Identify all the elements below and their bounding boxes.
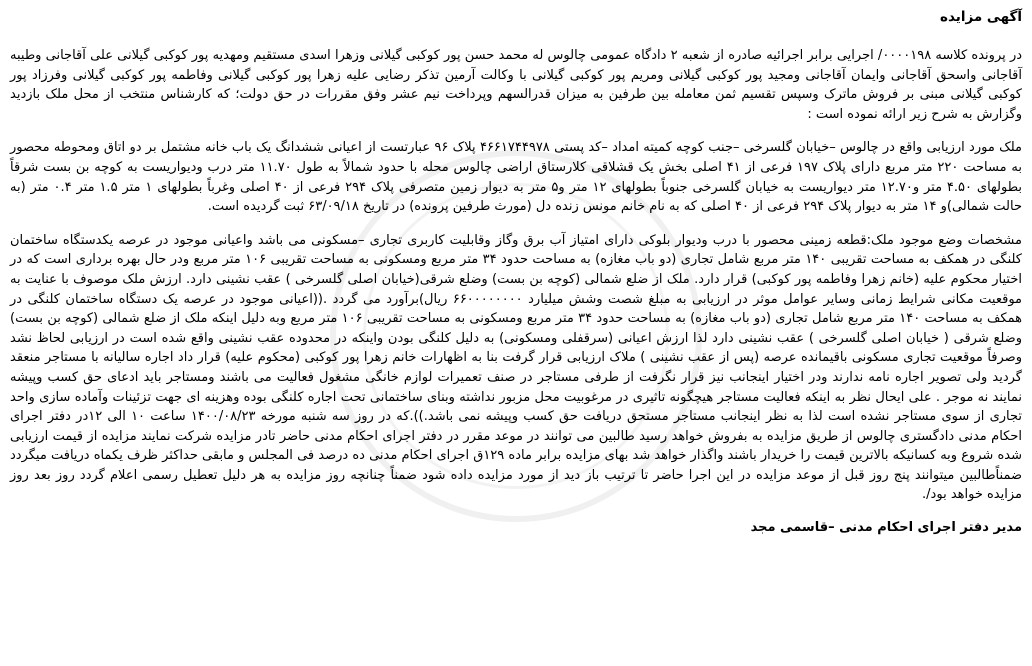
property-description-paragraph: ملک مورد ارزیابی واقع در چالوس –خیابان گلسرخی –جنب کوچه کمیته امداد –کد پستی ۴۶۶۱۷۴۴۹۷۸ پلاک ۹۶ عبارتست از اعیانی ششدانگ یک باب خانه مشتمل بر دو اتاق ومحوطه محصور به مساحت ۲۲۰ متر مربع دارای پلاک ۱۹۷ فرعی از ۴۱ اصلی بخش یک قشلاقی کلارستاق اراضی چالوس محله با حدود شمالاً به طول ۱۱.۷۰ متر درب ودیواریست به کوچه بن بست شرقاً بطولهای ۴.۵۰ متر و۱۲.۷۰ متر دیواریست به خیابان گلسرخی جنوباً بطولهای ۱۲ متر و۵ متر به دیوار زمین متصرفی پلاک ۲۹۴ فرعی از ۴۰ اصلی وغرباً بطولهای ۱ متر ۱.۵ متر ۰.۴ متر (به حالت شمالی)و ۱۴ متر به دیوار پلاک ۲۹۴ فرعی از ۴۰ اصلی که به نام خانم مونس زنده دل (مورث طرفین پرونده) در تاریخ ۶۳/۰۹/۱۸ ثبت گردیده است. [10, 140, 1022, 215]
property-status-paragraph: مشخصات وضع موجود ملک:قطعه زمینی محصور با درب ودیوار بلوکی دارای امتیاز آب برق وگاز وقابلیت کاربری تجاری –مسکونی می باشد واعیانی موجود در عرصه یکدستگاه ساختمان کلنگی در همکف به مساحت تقریبی ۱۴۰ متر مربع شامل تجاری (دو باب مغازه) به مساحت حدود ۳۴ متر مربع ومسکونی به مساحت تقریبی ۱۰۶ متر مربع ودر حال بهره برداری است که در اختیار محکوم علیه (خانم زهرا وفاطمه پور کوکبی) قرار دارد. ملک از ضلع شمالی (کوچه بن بست) وضلع شرقی(خیابان اصلی گلسرخی ) عقب نشینی دارد. ارزش ملک موصوف با عنایت به موقعیت مکانی شرایط زمانی وسایر عوامل موثر در ارزیابی به مبلغ شصت وشش میلیارد ۶۶۰۰۰۰۰۰۰۰ ریال)برآورد می گردد .((اعیانی موجود در عرصه یک دستگاه ساختمان کلنگی در همکف به مساحت ۱۴۰ متر مربع شامل تجاری (دو باب مغازه) به مساحت حدود ۳۴ متر مربع ومسکونی به مساحت تقریبی ۱۰۶ متر مربع وبه دلیل اینکه ملک از ضلع شمالی (کوچه بن بست) وضلع شرقی ( خیابان اصلی گلسرخی ) عقب نشینی دارد لذا ارزش اعیانی (سرقفلی ومسکونی) به دلیل کلنگی بودن واینکه در محدوده عقب نشینی واقع شده است در ارزیابی لحاظ نشد وصرفاً موقعیت تجاری مسکونی باقیمانده عرصه (پس از عقب نشینی ) ملاک ارزیابی قرار گرفت بنا به اظهارات خانم زهرا پور کوکبی (محکوم علیه) قرار داد اجاره سالیانه با مستاجر منعقد گردید ولی تصویر اجاره نامه ندارند ودر اختیار اینجانب نیز قرار نگرفت از طرفی مستاجر در صنف تعمیرات لوازم خانگی مشغول فعالیت می باشند ومستاجر باید ادعای حق کسب وپیشه نمایند نه موجر . علی ایحال نظر به اینکه فعالیت مستاجر هیچگونه تاثیری در مرغوبیت محل مزبور نداشته وبنای ساختمانی تحت اجاره کلنگی بوده وهزینه ای جهت تزئینات وآماده سازی واحد تجاری از سوی مستاجر نشده است لذا به نظر اینجانب مستاجر مستحق دریافت حق کسب وپیشه نمی باشد.)).که در روز سه شنبه مورخه ۱۴۰۰/۰۸/۲۳ ساعت ۱۰ الی ۱۲در دفتر اجرای احکام مدنی دادگستری چالوس از طریق مزایده به بفروش خواهد رسید طالبین می توانند در موعد مقرر در دفتر اجرای احکام مدنی حاضر تادر مزایده شرکت نمایند مزایده از قیمت ارزیابی شده شروع وبه کسانیکه بالاترین قیمت را خریدار باشند واگذار خواهد شد بهای مزایده برابر ماده ۱۲۹ق اجرای احکام مدنی ده درصد فی المجلس و مابقی حداکثر ظرف یکماه دریافت میگردد ضمناًطالبین میتوانند پنج روز قبل از موعد مزایده در این اجرا حاضر تا ترتیب باز دید از مورد مزایده داده شود ضمناً چنانچه روز مزایده به هر دلیل تعطیل رسمی اعلام گردد روز بعد روز مزایده خواهد بود/. [10, 232, 1023, 503]
notice-title: آگهی مزایده [940, 9, 1022, 25]
signature-line: مدیر دفتر اجرای احکام مدنی –قاسمی مجد [750, 520, 1022, 536]
case-paragraph: در پرونده کلاسه ۰۰۰۰۱۹۸/ اجرایی برابر اجرائیه صادره از شعبه ۲ دادگاه عمومی چالوس له محمد حسن پور کوکبی گیلانی وزهرا اسدی مستقیم ومهدیه پور کوکبی گیلانی علی آقاجانی وطیبه آقاجانی واسحق آقاجانی وایمان آقاجانی ومجید پور کوکبی گیلانی ومریم پور کوکبی گیلانی با وکالت آرمین تذکر رضایی علیه زهرا پور کوکبی گیلانی وفاطمه پور کوکبی گیلانی وفرزاد پور کوکبی گیلانی مبنی بر فروش ماترک وسپس تقسیم ثمن معامله بین طرفین به میزان قدرالسهم وپرداخت نیم عشر وفق مقررات در حق دولت؛ که کارشناس منتخب از محل ملک بازدید وگزارش به شرح زیر ارائه نموده است : [10, 48, 1023, 122]
